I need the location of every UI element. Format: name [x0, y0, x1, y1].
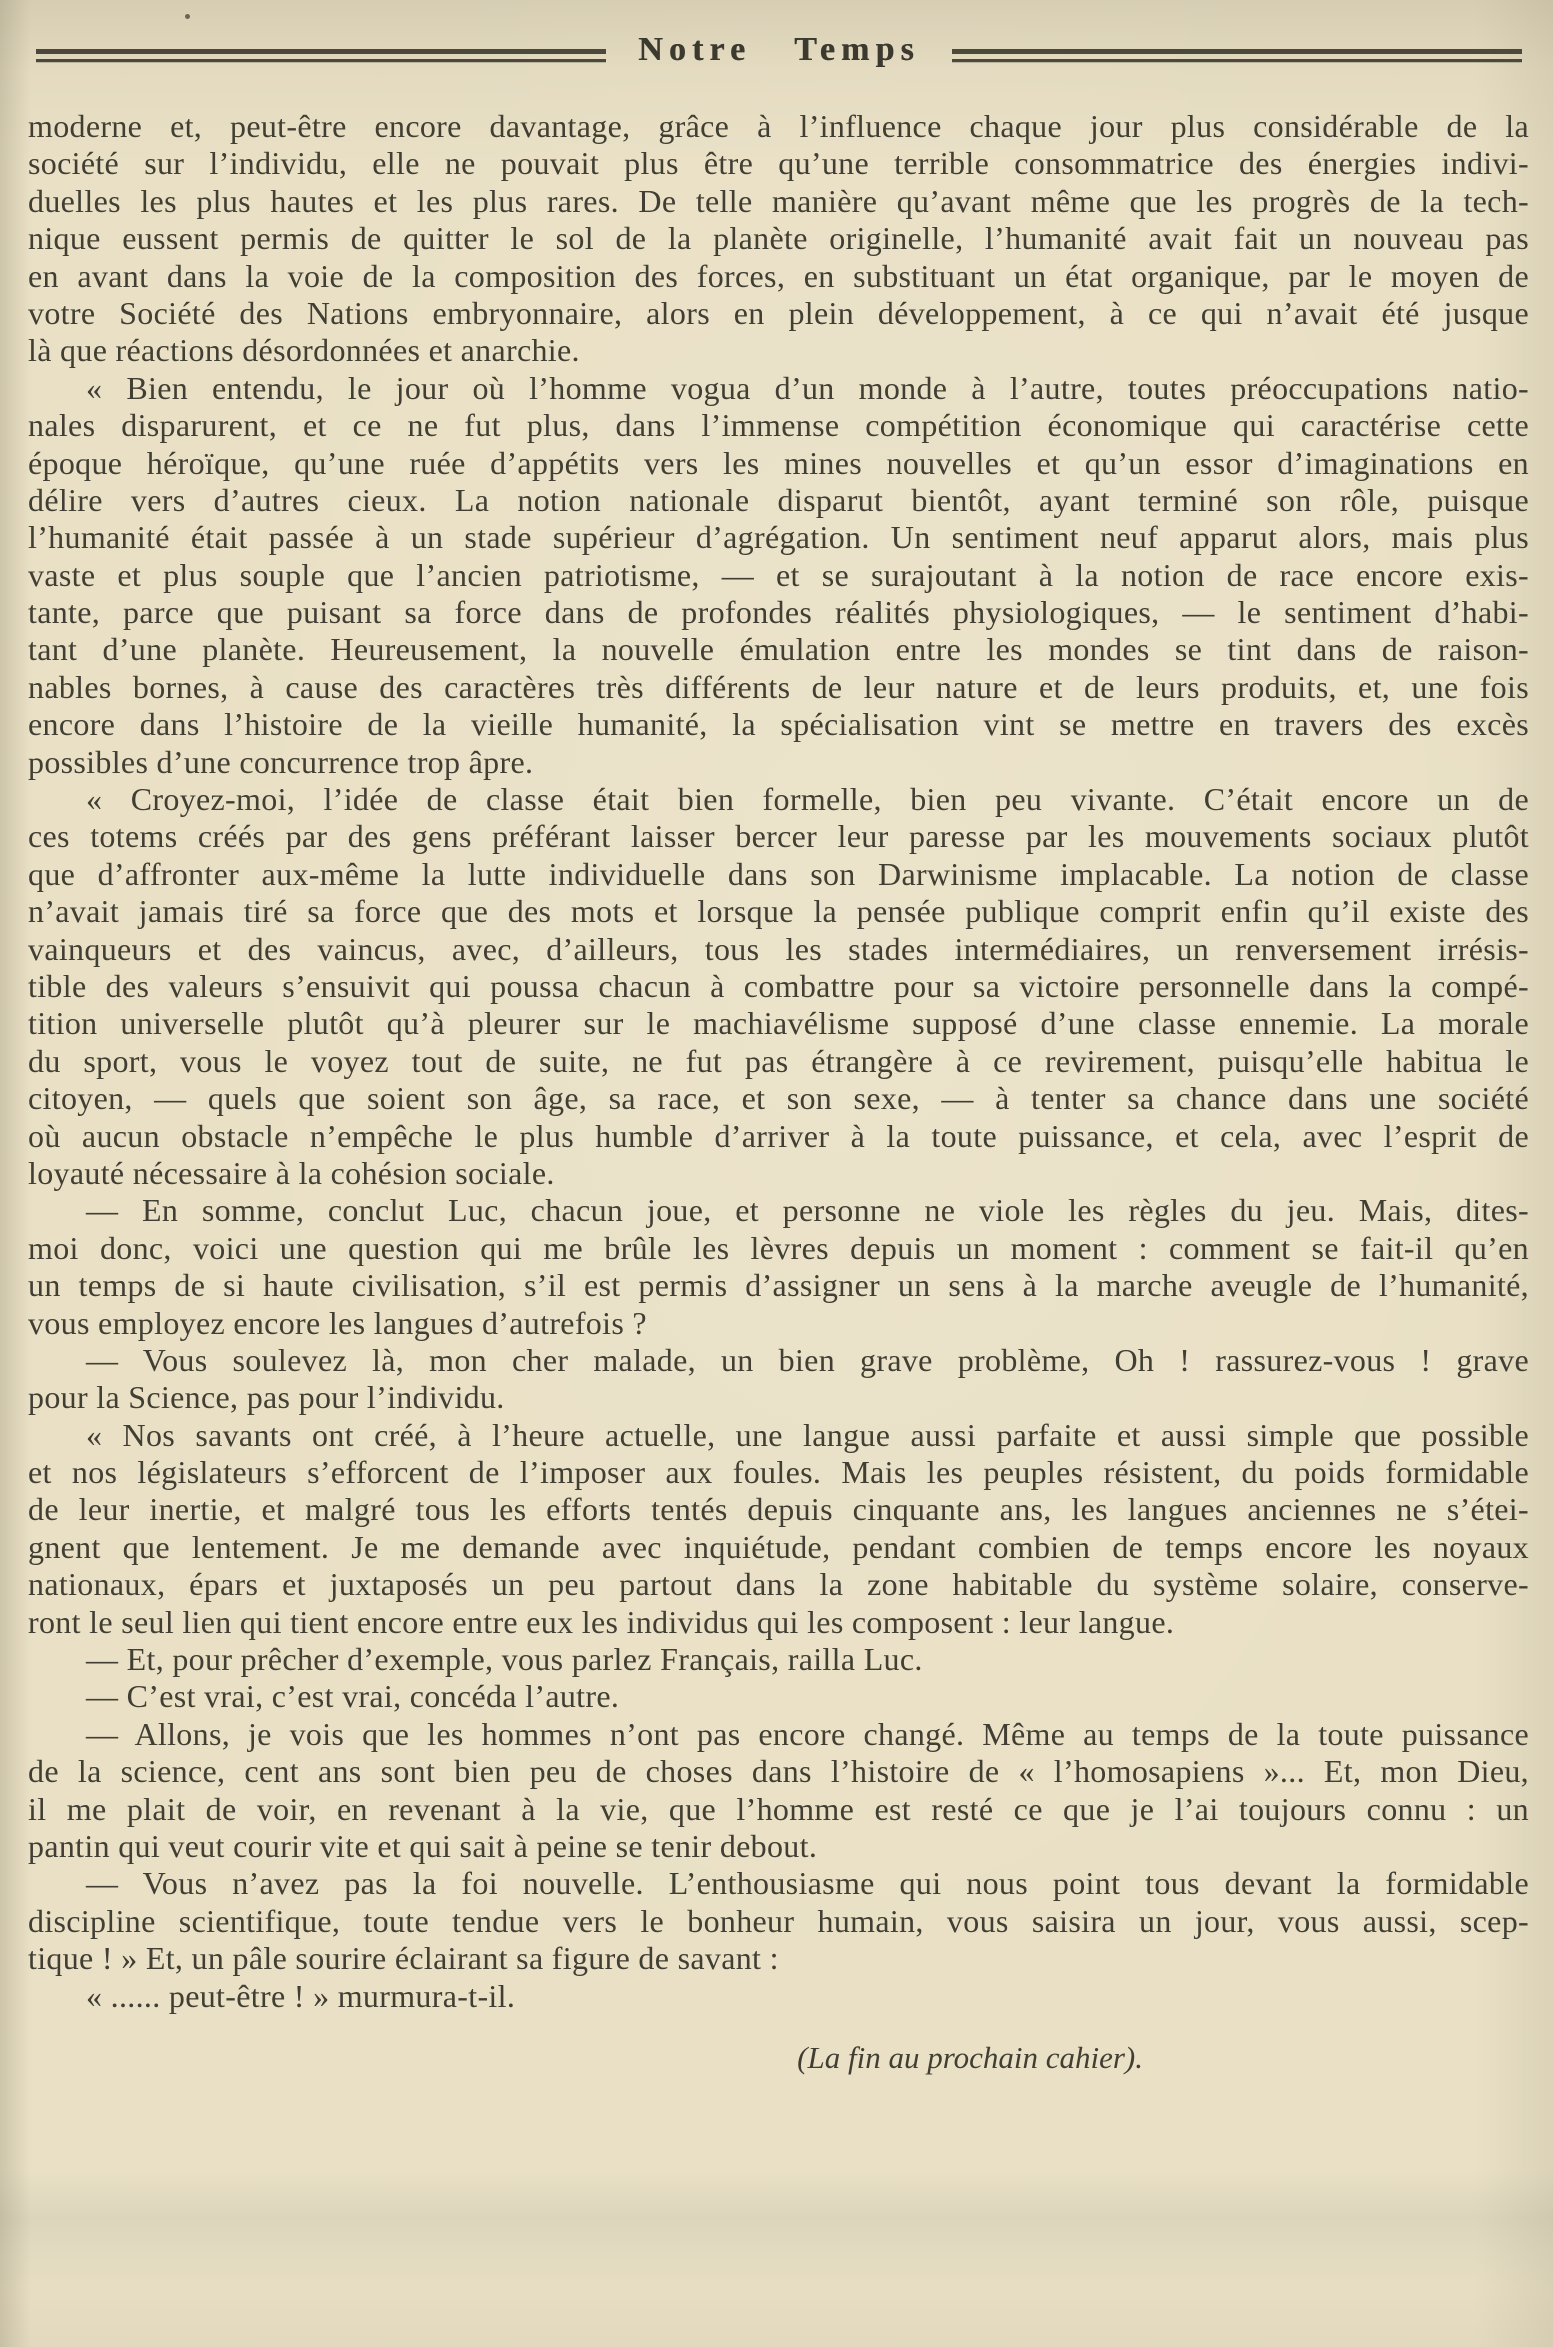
text-line: — C’est vrai, c’est vrai, concéda l’autre. [86, 1678, 620, 1715]
text-line: citoyen, — quels que soient son âge, sa race, et son sexe, — à tenter sa chance dans une société [28, 1080, 1529, 1117]
text-line: — Vous n’avez pas la foi nouvelle. L’enthousiasme qui nous point tous devant la formidable [86, 1865, 1529, 1902]
text-line: moderne et, peut-être encore davantage, grâce à l’influence chaque jour plus considérable de la [28, 108, 1529, 144]
text-line: et nos législateurs s’efforcent de l’imposer aux foules. Mais les peuples résistent, du poids formidable [28, 1454, 1529, 1491]
text-line: encore dans l’histoire de la vieille humanité, la spécialisation vint se mettre en travers des excès [28, 706, 1529, 743]
text-line: de leur inertie, et malgré tous les efforts tentés depuis cinquante ans, les langues anciennes ne s’étei- [28, 1491, 1529, 1528]
text-line: un temps de si haute civilisation, s’il est permis d’assigner un sens à la marche aveugle de l’humanité, [28, 1267, 1529, 1304]
text-line: « Bien entendu, le jour où l’homme vogua d’un monde à l’autre, toutes préoccupations natio- [86, 369, 1529, 406]
text-line: votre Société des Nations embryonnaire, alors en plein développement, à ce qui n’avait été jusque [28, 294, 1529, 331]
text-line: l’humanité était passée à un stade supérieur d’agrégation. Un sentiment neuf apparut alors, mais plus [28, 519, 1529, 556]
article-body [0, 108, 1553, 2015]
text-line: « Croyez-moi, l’idée de classe était bien formelle, bien peu vivante. C’était encore un de [86, 781, 1529, 818]
text-line: ces totems créés par des gens préférant laisser bercer leur paresse par les mouvements sociaux plutôt [28, 818, 1529, 855]
text-line: nique eussent permis de quitter le sol de la planète originelle, l’humanité avait fait un nouveau pas [28, 220, 1529, 257]
text-line: là que réactions désordonnées et anarchie. [28, 332, 580, 369]
text-line: vous employez encore les langues d’autrefois ? [28, 1304, 647, 1341]
text-line: nales disparurent, et ce ne fut plus, dans l’immense compétition économique qui caractérise cette [28, 407, 1529, 444]
text-line: tante, parce que puisant sa force dans de profondes réalités physiologiques, — le sentiment d’habi- [28, 594, 1529, 631]
text-line: — En somme, conclut Luc, chacun joue, et personne ne viole les règles du jeu. Mais, dites- [86, 1192, 1529, 1229]
text-line: — Vous soulevez là, mon cher malade, un bien grave problème, Oh ! rassurez-vous ! grave [86, 1341, 1529, 1378]
text-line: possibles d’une concurrence trop âpre. [28, 743, 534, 780]
text-line: délire vers d’autres cieux. La notion nationale disparut bientôt, ayant terminé son rôle, puisque [28, 481, 1529, 518]
text-line: moi donc, voici une question qui me brûle les lèvres depuis un moment : comment se fait-il qu’en [28, 1229, 1529, 1266]
continuation-note: (La fin au prochain cahier). [797, 2039, 1143, 2075]
text-line: que d’affronter aux-même la lutte individuelle dans son Darwinisme implacable. La notion de classe [28, 855, 1529, 892]
page-header [0, 0, 1553, 70]
text-line: vaste et plus souple que l’ancien patriotisme, — et se surajoutant à la notion de race encore exis- [28, 556, 1529, 593]
text-line: loyauté nécessaire à la cohésion sociale. [28, 1154, 555, 1191]
page-title: Notre Temps [638, 31, 920, 68]
header-rule-right [952, 49, 1522, 62]
text-line: vainqueurs et des vaincus, avec, d’ailleurs, tous les stades intermédiaires, un renversement irrésis- [28, 930, 1529, 967]
text-line: où aucun obstacle n’empêche le plus humble d’arriver à la toute puissance, et cela, avec l’esprit de [28, 1117, 1529, 1154]
text-line: du sport, vous le voyez tout de suite, ne fut pas étrangère à ce revirement, puisqu’elle habitua le [28, 1042, 1529, 1079]
text-line: tique ! » Et, un pâle sourire éclairant sa figure de savant : [28, 1940, 779, 1977]
text-line: nables bornes, à cause des caractères très différents de leur nature et de leurs produits, et, une fois [28, 668, 1529, 705]
text-line: pour la Science, pas pour l’individu. [28, 1379, 505, 1416]
text-line: époque héroïque, qu’une ruée d’appétits vers les mines nouvelles et qu’un essor d’imaginations en [28, 444, 1529, 481]
text-line: discipline scientifique, toute tendue vers le bonheur humain, vous saisira un jour, vous aussi, scep- [28, 1902, 1529, 1939]
text-line: « Nos savants ont créé, à l’heure actuelle, une langue aussi parfaite et aussi simple que possible [86, 1416, 1529, 1453]
text-line: société sur l’individu, elle ne pouvait plus être qu’une terrible consommatrice des énergies indivi- [28, 145, 1529, 182]
text-line: tition universelle plutôt qu’à pleurer sur le machiavélisme supposé d’une classe ennemie. La morale [28, 1005, 1529, 1042]
text-line: duelles les plus hautes et les plus rares. De telle manière qu’avant même que les progrès de la tech- [28, 182, 1529, 219]
text-line: pantin qui veut courir vite et qui sait à peine se tenir debout. [28, 1827, 818, 1864]
text-line: tant d’une planète. Heureusement, la nouvelle émulation entre les mondes se tint dans de raison- [28, 631, 1529, 668]
text-line: en avant dans la voie de la composition des forces, en substituant un état organique, par le moyen de [28, 257, 1529, 294]
text-line: — Allons, je vois que les hommes n’ont pas encore changé. Même au temps de la toute puissance [86, 1715, 1529, 1752]
text-line: tible des valeurs s’ensuivit qui poussa chacun à combattre pour sa victoire personnelle dans la compé- [28, 967, 1529, 1004]
text-line: de la science, cent ans sont bien peu de choses dans l’histoire de « l’homosapiens »... Et, mon Dieu, [28, 1753, 1529, 1790]
text-line: nationaux, épars et juxtaposés un peu partout dans la zone habitable du système solaire, conserve- [28, 1566, 1529, 1603]
text-line: « ...... peut-être ! » murmura-t-il. [86, 1977, 516, 2014]
paper-speck [185, 14, 190, 19]
text-line: il me plait de voir, en revenant à la vie, que l’homme est resté ce que je l’ai toujours connu : un [28, 1790, 1529, 1827]
text-line: ront le seul lien qui tient encore entre eux les individus qui les composent : leur langue. [28, 1603, 1175, 1640]
text-line: gnent que lentement. Je me demande avec inquiétude, pendant combien de temps encore les noyaux [28, 1528, 1529, 1565]
header-rule-left [36, 49, 606, 62]
text-line: n’avait jamais tiré sa force que des mots et lorsque la pensée publique comprit enfin qu’il existe des [28, 893, 1529, 930]
text-line: — Et, pour prêcher d’exemple, vous parlez Français, railla Luc. [86, 1641, 923, 1678]
